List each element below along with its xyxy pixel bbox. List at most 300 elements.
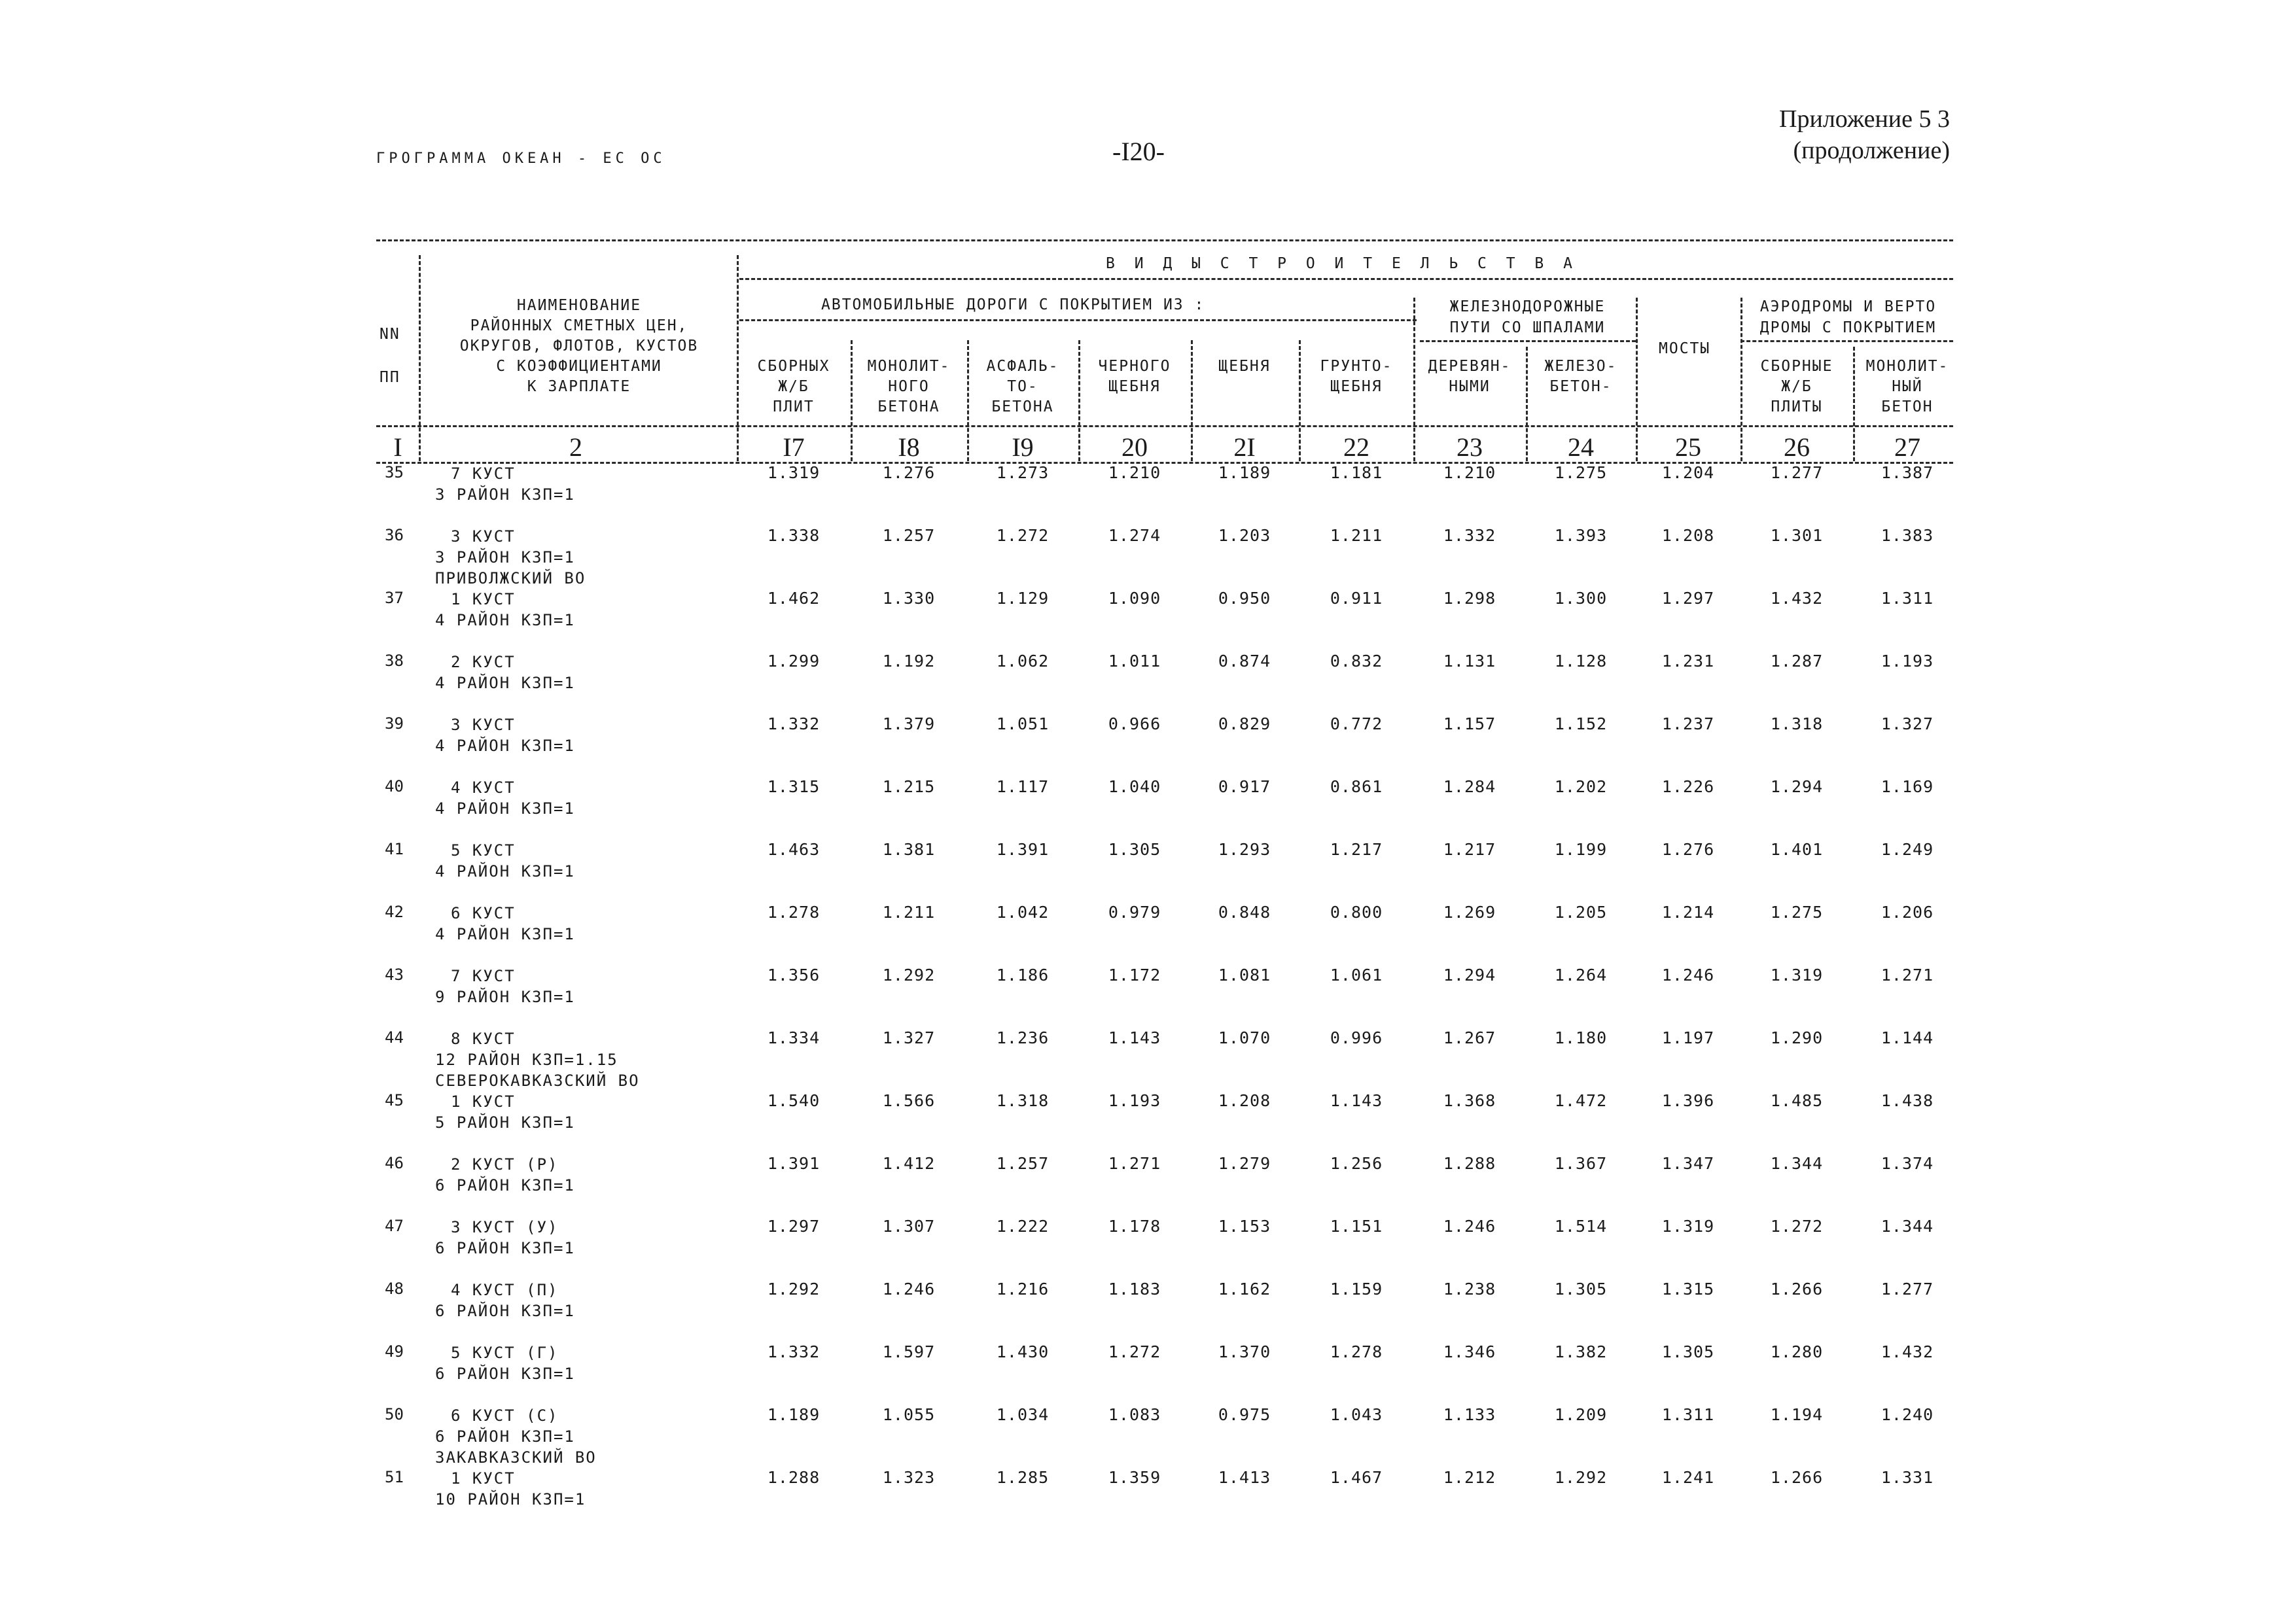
subheader-line: Ж/Б bbox=[778, 378, 809, 395]
cell-col-25: 1.311 bbox=[1661, 1405, 1715, 1424]
name-column-header: НАИМЕНОВАНИЕ РАЙОННЫХ СМЕТНЫХ ЦЕН, ОКРУГОВ, ФЛОТОВ, КУСТОВ С КОЭФФИЦИЕНТАМИ К ЗАРПЛАТЕ bbox=[459, 297, 699, 395]
column-number: I8 bbox=[898, 432, 920, 462]
cell-col-23: 1.294 bbox=[1443, 966, 1496, 985]
subheader-line: БЕТОНА bbox=[991, 398, 1054, 415]
cell-col-24: 1.180 bbox=[1554, 1028, 1608, 1047]
cell-col-23: 1.131 bbox=[1443, 652, 1496, 671]
cell-col-20: 0.966 bbox=[1108, 714, 1161, 733]
cell-col-22: 0.861 bbox=[1330, 777, 1383, 796]
row-number: 36 bbox=[385, 526, 404, 544]
row-name-line: 6 КУСТ bbox=[451, 904, 516, 922]
cell-col-19: 1.034 bbox=[996, 1405, 1050, 1424]
cell-col-23: 1.246 bbox=[1443, 1217, 1496, 1236]
cell-col-23: 1.368 bbox=[1443, 1091, 1496, 1110]
subheader-col-17 bbox=[738, 357, 849, 417]
row-number: 41 bbox=[385, 840, 404, 858]
cell-col-18: 1.257 bbox=[882, 526, 936, 545]
cell-col-27: 1.438 bbox=[1881, 1091, 1934, 1110]
roads-rule bbox=[739, 319, 1417, 321]
cell-col-19: 1.273 bbox=[996, 463, 1050, 482]
cell-col-20: 1.193 bbox=[1108, 1091, 1161, 1110]
row-name-line: 2 КУСТ (Р) bbox=[451, 1155, 559, 1174]
cell-col-22: 1.043 bbox=[1330, 1405, 1383, 1424]
cell-col-23: 1.212 bbox=[1443, 1468, 1496, 1487]
cell-col-19: 1.051 bbox=[996, 714, 1050, 733]
cell-col-24: 1.202 bbox=[1554, 777, 1608, 796]
cell-col-23: 1.157 bbox=[1443, 714, 1496, 733]
cell-col-26: 1.277 bbox=[1770, 463, 1824, 482]
cell-col-25: 1.315 bbox=[1661, 1280, 1715, 1299]
cell-col-22: 0.772 bbox=[1330, 714, 1383, 733]
cell-col-23: 1.217 bbox=[1443, 840, 1496, 859]
cell-col-25: 1.231 bbox=[1661, 652, 1715, 671]
cell-col-20: 1.210 bbox=[1108, 463, 1161, 482]
subheader-line: ТО- bbox=[1007, 378, 1038, 395]
subheader-line: ЩЕБНЯ bbox=[1330, 378, 1383, 395]
subheader-line: БЕТОНА bbox=[877, 398, 940, 415]
cell-col-19: 1.216 bbox=[996, 1280, 1050, 1299]
subheader-line: БЕТОН bbox=[1881, 398, 1934, 415]
cell-col-22: 1.143 bbox=[1330, 1091, 1383, 1110]
cell-col-25: 1.241 bbox=[1661, 1468, 1715, 1487]
cell-col-27: 1.277 bbox=[1881, 1280, 1934, 1299]
cell-col-27: 1.206 bbox=[1881, 903, 1934, 922]
cell-col-24: 1.472 bbox=[1554, 1091, 1608, 1110]
cell-col-17: 1.315 bbox=[767, 777, 821, 796]
row-number: 43 bbox=[385, 966, 404, 984]
row-number: 42 bbox=[385, 903, 404, 921]
row-name bbox=[409, 903, 575, 945]
cell-col-19: 1.272 bbox=[996, 526, 1050, 545]
cell-col-23: 1.288 bbox=[1443, 1154, 1496, 1173]
cell-col-21: 1.279 bbox=[1218, 1154, 1271, 1173]
cell-col-17: 1.332 bbox=[767, 714, 821, 733]
subheader-col-18 bbox=[853, 357, 964, 417]
subheader-line: СБОРНЫХ bbox=[757, 358, 830, 375]
subheader-line: НЫЙ bbox=[1892, 378, 1923, 395]
cell-col-26: 1.272 bbox=[1770, 1217, 1824, 1236]
row-number: 35 bbox=[385, 463, 404, 481]
subheader-col-26 bbox=[1741, 357, 1852, 417]
cell-col-18: 1.323 bbox=[882, 1468, 936, 1487]
cell-col-25: 1.226 bbox=[1661, 777, 1715, 796]
cell-col-18: 1.276 bbox=[882, 463, 936, 482]
row-name bbox=[409, 966, 575, 1007]
row-name-line: 3 КУСТ bbox=[451, 527, 516, 546]
row-name bbox=[409, 1468, 586, 1510]
cell-col-17: 1.189 bbox=[767, 1405, 821, 1424]
subheader-line: БЕТОН- bbox=[1549, 378, 1612, 395]
cell-col-18: 1.597 bbox=[882, 1342, 936, 1361]
row-name bbox=[409, 463, 575, 505]
cell-col-26: 1.280 bbox=[1770, 1342, 1824, 1361]
row-name-line: 6 РАЙОН КЗП=1 bbox=[435, 1302, 575, 1320]
cell-col-25: 1.246 bbox=[1661, 966, 1715, 985]
row-name bbox=[409, 1342, 575, 1384]
column-number: 24 bbox=[1568, 432, 1594, 462]
subheader-line: Ж/Б bbox=[1781, 378, 1812, 395]
cell-col-20: 0.979 bbox=[1108, 903, 1161, 922]
cell-col-17: 1.540 bbox=[767, 1091, 821, 1110]
cell-col-18: 1.292 bbox=[882, 966, 936, 985]
row-name-line: 8 КУСТ bbox=[451, 1030, 516, 1048]
cell-col-26: 1.290 bbox=[1770, 1028, 1824, 1047]
row-name-line: СЕВЕРОКАВКАЗСКИЙ ВО bbox=[435, 1072, 640, 1090]
row-name-line: 4 КУСТ bbox=[451, 778, 516, 797]
cell-col-25: 1.204 bbox=[1661, 463, 1715, 482]
cell-col-20: 1.083 bbox=[1108, 1405, 1161, 1424]
cell-col-21: 1.293 bbox=[1218, 840, 1271, 859]
cell-col-24: 1.382 bbox=[1554, 1342, 1608, 1361]
row-name-line: 10 РАЙОН КЗП=1 bbox=[435, 1490, 586, 1509]
cell-col-24: 1.209 bbox=[1554, 1405, 1608, 1424]
cell-col-26: 1.432 bbox=[1770, 589, 1824, 608]
cell-col-20: 1.178 bbox=[1108, 1217, 1161, 1236]
cell-col-18: 1.412 bbox=[882, 1154, 936, 1173]
cell-col-26: 1.319 bbox=[1770, 966, 1824, 985]
cell-col-21: 0.975 bbox=[1218, 1405, 1271, 1424]
cell-col-27: 1.169 bbox=[1881, 777, 1934, 796]
col-sep-no bbox=[419, 255, 421, 461]
cell-col-23: 1.298 bbox=[1443, 589, 1496, 608]
row-number: 45 bbox=[385, 1091, 404, 1109]
row-name-line: 7 КУСТ bbox=[451, 967, 516, 985]
row-name-line: 3 РАЙОН КЗП=1 bbox=[435, 485, 575, 504]
cell-col-22: 1.256 bbox=[1330, 1154, 1383, 1173]
cell-col-22: 1.159 bbox=[1330, 1280, 1383, 1299]
row-name-line: 4 РАЙОН КЗП=1 bbox=[435, 799, 575, 818]
cell-col-27: 1.383 bbox=[1881, 526, 1934, 545]
cell-col-22: 1.467 bbox=[1330, 1468, 1383, 1487]
row-name bbox=[409, 714, 575, 756]
cell-col-23: 1.267 bbox=[1443, 1028, 1496, 1047]
cell-col-20: 1.040 bbox=[1108, 777, 1161, 796]
subheader-line: АСФАЛЬ- bbox=[986, 358, 1059, 375]
cell-col-22: 0.911 bbox=[1330, 589, 1383, 608]
cell-col-21: 1.153 bbox=[1218, 1217, 1271, 1236]
cell-col-17: 1.338 bbox=[767, 526, 821, 545]
subheader-line: НОГО bbox=[888, 378, 930, 395]
column-number: 23 bbox=[1457, 432, 1483, 462]
cell-col-25: 1.208 bbox=[1661, 526, 1715, 545]
row-number: 44 bbox=[385, 1028, 404, 1047]
rail-rule bbox=[1420, 340, 1636, 342]
cell-col-27: 1.240 bbox=[1881, 1405, 1934, 1424]
cell-col-17: 1.297 bbox=[767, 1217, 821, 1236]
row-name-line: 7 КУСТ bbox=[451, 464, 516, 483]
cell-col-21: 0.829 bbox=[1218, 714, 1271, 733]
cell-col-23: 1.332 bbox=[1443, 526, 1496, 545]
subheader-line: ГРУНТО- bbox=[1320, 358, 1393, 375]
subheader-col-24 bbox=[1525, 357, 1636, 397]
cell-col-19: 1.117 bbox=[996, 777, 1050, 796]
cell-col-26: 1.194 bbox=[1770, 1405, 1824, 1424]
row-name-line: 6 РАЙОН КЗП=1 bbox=[435, 1427, 575, 1446]
subheader-bottom-rule bbox=[376, 425, 1953, 427]
cell-col-26: 1.318 bbox=[1770, 714, 1824, 733]
cell-col-22: 1.151 bbox=[1330, 1217, 1383, 1236]
cell-col-19: 1.129 bbox=[996, 589, 1050, 608]
cell-col-19: 1.222 bbox=[996, 1217, 1050, 1236]
cell-col-25: 1.319 bbox=[1661, 1217, 1715, 1236]
cell-col-18: 1.246 bbox=[882, 1280, 936, 1299]
row-number: 48 bbox=[385, 1280, 404, 1298]
cell-col-18: 1.307 bbox=[882, 1217, 936, 1236]
cell-col-17: 1.288 bbox=[767, 1468, 821, 1487]
cell-col-19: 1.186 bbox=[996, 966, 1050, 985]
cell-col-22: 1.217 bbox=[1330, 840, 1383, 859]
cell-col-27: 1.193 bbox=[1881, 652, 1934, 671]
row-name-line: 6 РАЙОН КЗП=1 bbox=[435, 1365, 575, 1383]
cell-col-17: 1.332 bbox=[767, 1342, 821, 1361]
cell-col-18: 1.327 bbox=[882, 1028, 936, 1047]
cell-col-17: 1.356 bbox=[767, 966, 821, 985]
cell-col-27: 1.331 bbox=[1881, 1468, 1934, 1487]
row-number: 37 bbox=[385, 589, 404, 607]
column-number: I bbox=[393, 432, 402, 462]
row-number: 40 bbox=[385, 777, 404, 795]
cell-col-21: 1.203 bbox=[1218, 526, 1271, 545]
cell-col-22: 1.181 bbox=[1330, 463, 1383, 482]
row-name-line: 3 РАЙОН КЗП=1 bbox=[435, 548, 575, 567]
row-number: 50 bbox=[385, 1405, 404, 1423]
cell-col-18: 1.379 bbox=[882, 714, 936, 733]
column-number: 25 bbox=[1675, 432, 1701, 462]
cell-col-17: 1.319 bbox=[767, 463, 821, 482]
row-name-line: 6 РАЙОН КЗП=1 bbox=[435, 1176, 575, 1195]
subheader-line: НЫМИ bbox=[1449, 378, 1491, 395]
cell-col-24: 1.152 bbox=[1554, 714, 1608, 733]
subheader-line: ЩЕБНЯ bbox=[1108, 378, 1161, 395]
row-name bbox=[409, 526, 586, 589]
airfield-rule bbox=[1740, 340, 1953, 342]
cell-col-24: 1.264 bbox=[1554, 966, 1608, 985]
row-name bbox=[409, 589, 575, 631]
column-number: 26 bbox=[1784, 432, 1810, 462]
column-number: 22 bbox=[1343, 432, 1369, 462]
cell-col-21: 0.848 bbox=[1218, 903, 1271, 922]
column-number: 2 bbox=[569, 432, 582, 462]
cell-col-21: 1.070 bbox=[1218, 1028, 1271, 1047]
cell-col-19: 1.318 bbox=[996, 1091, 1050, 1110]
column-number: 20 bbox=[1122, 432, 1148, 462]
row-name-line: 4 КУСТ (П) bbox=[451, 1281, 559, 1299]
column-number: I9 bbox=[1012, 432, 1034, 462]
cell-col-22: 1.211 bbox=[1330, 526, 1383, 545]
cell-col-26: 1.485 bbox=[1770, 1091, 1824, 1110]
cell-col-26: 1.301 bbox=[1770, 526, 1824, 545]
cell-col-25: 1.347 bbox=[1661, 1154, 1715, 1173]
cell-col-25: 1.214 bbox=[1661, 903, 1715, 922]
cell-col-17: 1.391 bbox=[767, 1154, 821, 1173]
cell-col-21: 1.189 bbox=[1218, 463, 1271, 482]
cell-col-21: 0.874 bbox=[1218, 652, 1271, 671]
cell-col-21: 1.162 bbox=[1218, 1280, 1271, 1299]
row-name bbox=[409, 1028, 640, 1091]
cell-col-18: 1.192 bbox=[882, 652, 936, 671]
subheader-line: ДЕРЕВЯН- bbox=[1428, 358, 1511, 375]
cell-col-20: 1.274 bbox=[1108, 526, 1161, 545]
cell-col-27: 1.311 bbox=[1881, 589, 1934, 608]
row-name bbox=[409, 840, 575, 882]
cell-col-26: 1.275 bbox=[1770, 903, 1824, 922]
cell-col-19: 1.236 bbox=[996, 1028, 1050, 1047]
appendix-label bbox=[1740, 103, 1950, 166]
cell-col-25: 1.237 bbox=[1661, 714, 1715, 733]
cell-col-22: 1.061 bbox=[1330, 966, 1383, 985]
cell-col-20: 1.090 bbox=[1108, 589, 1161, 608]
cell-col-24: 1.393 bbox=[1554, 526, 1608, 545]
types-rule bbox=[739, 278, 1953, 280]
cell-col-17: 1.299 bbox=[767, 652, 821, 671]
cell-col-19: 1.430 bbox=[996, 1342, 1050, 1361]
subheader-line: ЖЕЛЕЗО- bbox=[1544, 358, 1617, 375]
cell-col-24: 1.300 bbox=[1554, 589, 1608, 608]
row-name-line: ПРИВОЛЖСКИЙ ВО bbox=[435, 569, 586, 587]
cell-col-22: 0.832 bbox=[1330, 652, 1383, 671]
cell-col-17: 1.278 bbox=[767, 903, 821, 922]
cell-col-22: 0.996 bbox=[1330, 1028, 1383, 1047]
cell-col-20: 1.172 bbox=[1108, 966, 1161, 985]
cell-col-18: 1.381 bbox=[882, 840, 936, 859]
cell-col-18: 1.215 bbox=[882, 777, 936, 796]
row-name-line: ЗАКАВКАЗСКИЙ ВО bbox=[435, 1448, 597, 1467]
row-number: 49 bbox=[385, 1342, 404, 1361]
row-name-line: 9 РАЙОН КЗП=1 bbox=[435, 988, 575, 1006]
row-name-line: 4 РАЙОН КЗП=1 bbox=[435, 611, 575, 629]
column-number: I7 bbox=[783, 432, 805, 462]
airfield-group-header: АЭРОДРОМЫ И ВЕРТО ДРОМЫ С ПОКРЫТИЕМ bbox=[1759, 298, 1937, 336]
row-name-line: 1 КУСТ bbox=[451, 1469, 516, 1488]
cell-col-23: 1.133 bbox=[1443, 1405, 1496, 1424]
cell-col-27: 1.374 bbox=[1881, 1154, 1934, 1173]
row-number: 47 bbox=[385, 1217, 404, 1235]
row-number: 51 bbox=[385, 1468, 404, 1486]
cell-col-20: 1.305 bbox=[1108, 840, 1161, 859]
cell-col-24: 1.292 bbox=[1554, 1468, 1608, 1487]
row-name bbox=[409, 777, 575, 819]
cell-col-24: 1.205 bbox=[1554, 903, 1608, 922]
row-name-line: 4 РАЙОН КЗП=1 bbox=[435, 862, 575, 881]
cell-col-21: 1.208 bbox=[1218, 1091, 1271, 1110]
cell-col-23: 1.269 bbox=[1443, 903, 1496, 922]
appendix-title: Приложение 5 3 bbox=[1779, 105, 1950, 133]
subheader-col-20 bbox=[1079, 357, 1190, 397]
cell-col-23: 1.238 bbox=[1443, 1280, 1496, 1299]
row-number-header: NN ПП bbox=[380, 326, 400, 386]
subheader-col-23 bbox=[1414, 357, 1525, 397]
cell-col-19: 1.285 bbox=[996, 1468, 1050, 1487]
page-number: -I20- bbox=[1112, 137, 1165, 166]
cell-col-25: 1.276 bbox=[1661, 840, 1715, 859]
col-sep-17 bbox=[851, 340, 853, 461]
subheader-col-21 bbox=[1189, 357, 1300, 377]
cell-col-18: 1.055 bbox=[882, 1405, 936, 1424]
subheader-line: ПЛИТ bbox=[773, 398, 815, 415]
subheader-col-19 bbox=[967, 357, 1078, 417]
cell-col-18: 1.330 bbox=[882, 589, 936, 608]
cell-col-24: 1.275 bbox=[1554, 463, 1608, 482]
table-top-rule bbox=[376, 239, 1953, 241]
cell-col-23: 1.210 bbox=[1443, 463, 1496, 482]
row-name-line: 4 РАЙОН КЗП=1 bbox=[435, 737, 575, 755]
cell-col-26: 1.294 bbox=[1770, 777, 1824, 796]
cell-col-18: 1.211 bbox=[882, 903, 936, 922]
cell-col-24: 1.367 bbox=[1554, 1154, 1608, 1173]
subheader-line: ЧЕРНОГО bbox=[1098, 358, 1171, 375]
cell-col-24: 1.199 bbox=[1554, 840, 1608, 859]
cell-col-20: 1.143 bbox=[1108, 1028, 1161, 1047]
cell-col-27: 1.432 bbox=[1881, 1342, 1934, 1361]
cell-col-25: 1.297 bbox=[1661, 589, 1715, 608]
cell-col-25: 1.305 bbox=[1661, 1342, 1715, 1361]
cell-col-23: 1.346 bbox=[1443, 1342, 1496, 1361]
cell-col-24: 1.514 bbox=[1554, 1217, 1608, 1236]
subheader-line: МОНОЛИТ- bbox=[1865, 358, 1949, 375]
row-name-line: 5 РАЙОН КЗП=1 bbox=[435, 1113, 575, 1132]
cell-col-18: 1.566 bbox=[882, 1091, 936, 1110]
row-name-line: 2 КУСТ bbox=[451, 653, 516, 671]
cell-col-23: 1.284 bbox=[1443, 777, 1496, 796]
appendix-continuation: (продолжение) bbox=[1793, 137, 1950, 164]
row-name-line: 1 КУСТ bbox=[451, 1092, 516, 1111]
roads-group-header: АВТОМОБИЛЬНЫЕ ДОРОГИ С ПОКРЫТИЕМ ИЗ : bbox=[821, 296, 1205, 313]
row-name-line: 4 РАЙОН КЗП=1 bbox=[435, 925, 575, 943]
cell-col-27: 1.387 bbox=[1881, 463, 1934, 482]
cell-col-27: 1.249 bbox=[1881, 840, 1934, 859]
cell-col-20: 1.271 bbox=[1108, 1154, 1161, 1173]
row-name bbox=[409, 652, 575, 693]
bridges-header: МОСТЫ bbox=[1659, 340, 1711, 357]
cell-col-17: 1.292 bbox=[767, 1280, 821, 1299]
subheader-col-22 bbox=[1301, 357, 1412, 397]
cell-col-19: 1.257 bbox=[996, 1154, 1050, 1173]
cell-col-24: 1.128 bbox=[1554, 652, 1608, 671]
cell-col-27: 1.271 bbox=[1881, 966, 1934, 985]
cell-col-22: 0.800 bbox=[1330, 903, 1383, 922]
cell-col-21: 1.413 bbox=[1218, 1468, 1271, 1487]
cell-col-26: 1.266 bbox=[1770, 1280, 1824, 1299]
cell-col-20: 1.272 bbox=[1108, 1342, 1161, 1361]
column-number: 27 bbox=[1894, 432, 1920, 462]
cell-col-26: 1.401 bbox=[1770, 840, 1824, 859]
subheader-line: МОНОЛИТ- bbox=[867, 358, 951, 375]
cell-col-26: 1.266 bbox=[1770, 1468, 1824, 1487]
cell-col-20: 1.359 bbox=[1108, 1468, 1161, 1487]
cell-col-25: 1.197 bbox=[1661, 1028, 1715, 1047]
cell-col-20: 1.183 bbox=[1108, 1280, 1161, 1299]
column-number: 2I bbox=[1233, 432, 1256, 462]
cell-col-17: 1.462 bbox=[767, 589, 821, 608]
row-name bbox=[409, 1217, 575, 1259]
cell-col-21: 0.950 bbox=[1218, 589, 1271, 608]
cell-col-19: 1.062 bbox=[996, 652, 1050, 671]
subheader-line: ПЛИТЫ bbox=[1771, 398, 1823, 415]
row-name-line: 1 КУСТ bbox=[451, 590, 516, 608]
cell-col-17: 1.334 bbox=[767, 1028, 821, 1047]
cell-col-25: 1.396 bbox=[1661, 1091, 1715, 1110]
row-name bbox=[409, 1280, 575, 1321]
row-number: 46 bbox=[385, 1154, 404, 1172]
cell-col-20: 1.011 bbox=[1108, 652, 1161, 671]
cell-col-21: 1.370 bbox=[1218, 1342, 1271, 1361]
row-name-line: 5 КУСТ (Г) bbox=[451, 1344, 559, 1362]
row-name bbox=[409, 1154, 575, 1196]
rail-group-header: ЖЕЛЕЗНОДОРОЖНЫЕ ПУТИ СО ШПАЛАМИ bbox=[1449, 298, 1606, 336]
row-number: 39 bbox=[385, 714, 404, 733]
cell-col-21: 1.081 bbox=[1218, 966, 1271, 985]
construction-types-header: В И Д Ы С Т Р О И Т Е Л Ь С Т В А bbox=[1106, 255, 1578, 272]
